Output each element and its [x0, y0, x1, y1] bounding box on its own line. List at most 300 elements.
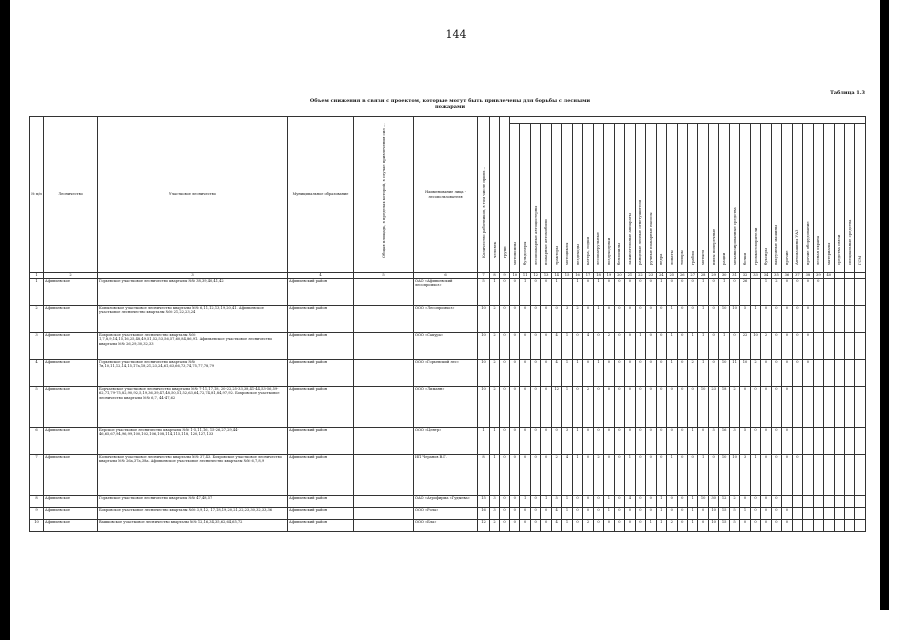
column-number: 17: [583, 273, 593, 279]
table-row: [30, 387, 866, 428]
column-number: 28: [698, 273, 708, 279]
column-number: 32: [740, 273, 750, 279]
row-value: 2: [750, 360, 760, 387]
row-value: 0: [635, 279, 645, 306]
row-lesnichestvo: Афипьевское: [44, 428, 98, 455]
row-value: 10: [719, 455, 729, 496]
column-number: 23: [646, 273, 656, 279]
row-value: 15: [478, 496, 490, 508]
row-value: 0: [677, 520, 687, 532]
row-value: 2: [729, 387, 739, 428]
row-num: 7: [30, 455, 44, 496]
row-org: ИП Черанов В.Г.: [414, 455, 478, 496]
row-value: 0: [520, 428, 530, 455]
column-number: 25: [667, 273, 677, 279]
row-value: 1: [593, 306, 603, 333]
row-value: 0: [530, 387, 540, 428]
row-value: [792, 520, 802, 532]
row-value: 0: [656, 428, 666, 455]
row-lesnichestvo: Афипьевское: [44, 455, 98, 496]
row-value: 1: [562, 360, 572, 387]
row-value: 5: [729, 508, 739, 520]
header-equipment-9: [593, 124, 603, 273]
row-value: 0: [771, 520, 781, 532]
row-value: 0: [646, 387, 656, 428]
row-value: 1: [687, 333, 697, 360]
column-number: 35: [771, 273, 781, 279]
row-value: 0: [510, 428, 520, 455]
row-value: 2: [551, 455, 561, 496]
row-value: 1: [656, 496, 666, 508]
row-value: [845, 496, 855, 508]
header-equipment-30: [813, 124, 823, 273]
row-mo: Афипьевский район: [288, 455, 354, 496]
row-value: [803, 520, 813, 532]
row-value: 0: [583, 306, 593, 333]
row-value: 0: [530, 496, 540, 508]
row-value: 1: [687, 496, 697, 508]
row-value: 0: [614, 306, 624, 333]
row-value: 0: [782, 306, 792, 333]
header-equipment-17: [677, 124, 687, 273]
row-value: 0: [541, 387, 551, 428]
header-equipment-31-text: материалы: [825, 242, 831, 265]
row-value: [855, 455, 866, 496]
row-value: 1: [520, 279, 530, 306]
row-obshaya: [354, 520, 414, 532]
row-value: 1: [698, 306, 708, 333]
row-value: 22: [740, 333, 750, 360]
row-value: 0: [635, 520, 645, 532]
row-value: 0: [646, 333, 656, 360]
row-value: 1: [656, 508, 666, 520]
row-value: [803, 508, 813, 520]
row-value: 0: [667, 496, 677, 508]
row-value: 0: [500, 279, 510, 306]
row-value: 1: [646, 520, 656, 532]
column-number: 27: [687, 273, 697, 279]
row-value: [803, 496, 813, 508]
header-equipment-23-text: бочки: [741, 252, 747, 265]
row-value: 1: [656, 520, 666, 532]
row-value: 0: [604, 455, 614, 496]
row-value: 3: [729, 428, 739, 455]
row-value: 12: [551, 387, 561, 428]
row-value: [834, 428, 844, 455]
row-value: 0: [510, 333, 520, 360]
row-value: [824, 455, 834, 496]
header-equipment-25-text: буксиры: [762, 247, 768, 265]
row-value: 3: [562, 306, 572, 333]
row-value: [845, 306, 855, 333]
row-value: [855, 428, 866, 455]
row-org: ОАО «Афипьевский лесопромхоз»: [414, 279, 478, 306]
row-value: 0: [500, 387, 510, 428]
header-equipment-33: [845, 124, 855, 273]
row-value: 0: [646, 306, 656, 333]
row-value: 0: [500, 306, 510, 333]
row-org: ООО «Центр»: [414, 428, 478, 455]
row-value: 2: [490, 306, 500, 333]
header-equipment-22-text: механизированные средства: [731, 206, 737, 265]
row-org: ООО «Лесопромхоз»: [414, 306, 478, 333]
row-obshaya: [354, 279, 414, 306]
column-number: 31: [729, 273, 739, 279]
row-value: 0: [792, 306, 802, 333]
row-value: [813, 455, 823, 496]
row-value: 10: [719, 306, 729, 333]
row-value: 4: [562, 455, 572, 496]
row-value: [855, 279, 866, 306]
row-value: 1: [656, 279, 666, 306]
row-value: [813, 508, 823, 520]
header-equipment-23: [740, 124, 750, 273]
row-value: 0: [625, 279, 635, 306]
header-equipment-32-text: средства связи: [836, 234, 842, 265]
row-value: 0: [500, 455, 510, 496]
column-number: 8: [490, 273, 500, 279]
row-value: 1: [478, 428, 490, 455]
row-num: 4: [30, 360, 44, 387]
row-value: 15: [719, 520, 729, 532]
row-value: 0: [761, 306, 771, 333]
column-number: 6: [414, 273, 478, 279]
row-value: 0: [750, 387, 760, 428]
row-obshaya: [354, 360, 414, 387]
row-value: 0: [771, 428, 781, 455]
row-value: 0: [572, 496, 582, 508]
row-value: [834, 279, 844, 306]
row-value: 0: [708, 333, 718, 360]
row-value: [855, 333, 866, 360]
row-value: 0: [510, 508, 520, 520]
header-kolvo-grupp: [500, 117, 510, 273]
scan-edge-right: [880, 0, 889, 610]
row-value: 0: [614, 333, 624, 360]
row-value: 2: [490, 387, 500, 428]
row-mo: Афипьевский район: [288, 496, 354, 508]
row-value: 1: [562, 387, 572, 428]
row-value: 0: [771, 508, 781, 520]
header-kolvo-text: Количество работников, в том числе привл…: [480, 166, 486, 258]
header-equipment-5-text: тракторы: [553, 245, 559, 265]
row-value: 1: [490, 279, 500, 306]
header-equipment-16-text: лопаты: [668, 249, 674, 265]
row-value: 1: [572, 455, 582, 496]
header-equipment-11: [614, 124, 624, 273]
row-value: 2: [593, 455, 603, 496]
row-value: 0: [771, 333, 781, 360]
header-equipment-3: [530, 124, 540, 273]
row-value: 0: [520, 455, 530, 496]
row-value: 0: [583, 360, 593, 387]
row-value: 0: [572, 387, 582, 428]
row-num: 1: [30, 279, 44, 306]
row-value: 12: [478, 520, 490, 532]
row-value: 10: [708, 508, 718, 520]
header-equipment-21: [719, 124, 729, 273]
row-value: 2: [667, 520, 677, 532]
row-value: 0: [520, 520, 530, 532]
row-value: 0: [782, 520, 792, 532]
row-value: 4: [551, 508, 561, 520]
row-value: [824, 428, 834, 455]
table-row: [30, 360, 866, 387]
row-value: 0: [708, 306, 718, 333]
row-value: 10: [750, 333, 760, 360]
row-value: 0: [604, 306, 614, 333]
row-value: 0: [500, 496, 510, 508]
row-value: 1: [604, 508, 614, 520]
header-equipment-2-text: бульдозеры: [522, 241, 527, 265]
column-number: 15: [562, 273, 572, 279]
row-value: [824, 496, 834, 508]
row-value: 2: [572, 306, 582, 333]
row-value: [782, 496, 792, 508]
row-value: 0: [520, 306, 530, 333]
row-value: 0: [656, 306, 666, 333]
header-equipment-4: [541, 124, 551, 273]
row-value: 8: [478, 455, 490, 496]
row-value: 0: [740, 387, 750, 428]
header-equipment-10: [604, 124, 614, 273]
row-value: 1: [761, 279, 771, 306]
row-value: 0: [541, 428, 551, 455]
row-value: 0: [635, 360, 645, 387]
row-value: 0: [500, 520, 510, 532]
row-value: 1: [490, 428, 500, 455]
row-value: 0: [625, 333, 635, 360]
header-equipment-5: [551, 124, 561, 273]
row-value: 10: [729, 306, 739, 333]
column-number: 13: [541, 273, 551, 279]
row-value: 0: [646, 360, 656, 387]
header-equipment-34: [855, 124, 866, 273]
row-value: 0: [667, 428, 677, 455]
column-number: 33: [750, 273, 760, 279]
row-value: 0: [510, 520, 520, 532]
header-equipment-19: [698, 124, 708, 273]
row-num: 5: [30, 387, 44, 428]
row-value: 0: [530, 279, 540, 306]
column-number: 39: [813, 273, 823, 279]
header-uchastok: Участковое лесничество: [98, 117, 288, 273]
row-value: [834, 496, 844, 508]
table-row: [30, 333, 866, 360]
row-value: 0: [656, 360, 666, 387]
row-value: 0: [698, 508, 708, 520]
row-value: 0: [656, 387, 666, 428]
column-number: 30: [719, 273, 729, 279]
row-uchastok: Копыловское участковое лесничество кварталы №№ 6,11,12,13,19,20,41. Афипьевское участковое лесничество кварталы №№ 21,22,23,24: [98, 306, 288, 333]
row-value: 1: [562, 333, 572, 360]
row-value: 10: [719, 360, 729, 387]
row-value: 0: [698, 520, 708, 532]
row-lesnichestvo: Афипьевское: [44, 508, 98, 520]
row-value: [834, 306, 844, 333]
column-number: 20: [614, 273, 624, 279]
row-value: 0: [813, 279, 823, 306]
row-value: 5: [740, 306, 750, 333]
row-value: 0: [635, 508, 645, 520]
row-value: 0: [803, 333, 813, 360]
row-value: 0: [750, 428, 760, 455]
header-equipment-27-text: прочие: [783, 250, 789, 265]
header-equipment-15: [656, 124, 666, 273]
row-value: 1: [572, 360, 582, 387]
row-value: 0: [593, 520, 603, 532]
row-value: 0: [792, 279, 802, 306]
row-value: 0: [635, 496, 645, 508]
row-value: 0: [677, 496, 687, 508]
column-number: 18: [593, 273, 603, 279]
row-value: 0: [646, 496, 656, 508]
row-value: 0: [750, 496, 760, 508]
header-equipment-31: [824, 124, 834, 273]
row-value: [813, 496, 823, 508]
row-value: 0: [625, 520, 635, 532]
row-mo: Афипьевский район: [288, 333, 354, 360]
row-org: ООО «Сакура»: [414, 333, 478, 360]
row-value: 0: [761, 455, 771, 496]
row-value: 0: [593, 428, 603, 455]
row-value: 0: [541, 508, 551, 520]
row-value: 0: [677, 455, 687, 496]
column-number: 19: [604, 273, 614, 279]
row-value: [855, 496, 866, 508]
row-value: 1: [687, 428, 697, 455]
row-org: ООО «Рола»: [414, 508, 478, 520]
row-value: 0: [583, 455, 593, 496]
column-number: 14: [551, 273, 561, 279]
row-value: 0: [625, 387, 635, 428]
column-number: 21: [625, 273, 635, 279]
row-value: 0: [646, 428, 656, 455]
row-value: 1: [593, 360, 603, 387]
row-value: 0: [541, 455, 551, 496]
header-equipment-29-text: прочие оборудование: [804, 220, 810, 265]
row-value: 0: [614, 496, 624, 508]
row-value: 0: [625, 306, 635, 333]
row-value: 1: [667, 360, 677, 387]
header-equipment-13-text: ранцевые лесные огнетушители: [637, 199, 643, 265]
header-equipment-7-text: вездеходы: [574, 243, 580, 265]
row-value: 1: [750, 455, 760, 496]
row-value: 0: [604, 428, 614, 455]
row-value: 18: [719, 387, 729, 428]
forest-fire-resources-table: [29, 116, 866, 532]
row-value: 0: [740, 496, 750, 508]
row-value: [803, 455, 813, 496]
row-obshaya: [354, 428, 414, 455]
page-number: 144: [445, 28, 467, 41]
row-num: 8: [30, 496, 44, 508]
row-value: 0: [500, 333, 510, 360]
row-value: 0: [708, 455, 718, 496]
row-value: 0: [572, 333, 582, 360]
row-value: 0: [677, 333, 687, 360]
row-uchastok: Колычевское участковое лесничество кварталы №№ 37,43. Бохровское участковое лесничество кварталы №№ 26а,37а,38а. Афипьевское участковое лесничество кварталы №№ 6,7,8,9: [98, 455, 288, 496]
row-value: [845, 520, 855, 532]
header-equipment-28: [792, 124, 802, 273]
row-value: 0: [803, 279, 813, 306]
header-obshaya-text: Общая площадь, в пределах которой, в случае привлечения сил …: [380, 122, 386, 258]
row-value: 0: [510, 455, 520, 496]
row-obshaya: [354, 387, 414, 428]
row-value: 0: [551, 428, 561, 455]
row-value: [845, 333, 855, 360]
row-value: 0: [583, 428, 593, 455]
header-equipment-3-text: лесопожарные автоцистерны: [532, 205, 538, 265]
row-value: 0: [510, 496, 520, 508]
row-mo: Афипьевский район: [288, 306, 354, 333]
header-equipment-26: [771, 124, 781, 273]
row-uchastok: Бохровское участковое лесничество кварталы №№ 3,9,12, 17,18,19,20,21,22,23,30,32,33,36: [98, 508, 288, 520]
header-equipment-20-text: пилы поперечные: [710, 228, 716, 265]
column-number: 5: [354, 273, 414, 279]
header-equipment-18-text: грабли: [689, 250, 695, 265]
row-value: [813, 306, 823, 333]
row-value: [813, 333, 823, 360]
row-value: 1: [520, 496, 530, 508]
row-value: [834, 455, 844, 496]
row-value: 0: [667, 508, 677, 520]
table-row: [30, 306, 866, 333]
row-value: 2: [761, 333, 771, 360]
header-equipment-33-text: специальные средства: [846, 219, 852, 265]
row-value: 2: [583, 520, 593, 532]
row-value: 0: [646, 508, 656, 520]
row-value: [824, 279, 834, 306]
header-num: № п/п: [30, 117, 44, 273]
row-value: 0: [771, 496, 781, 508]
row-obshaya: [354, 508, 414, 520]
row-value: 5: [708, 428, 718, 455]
header-equipment-29: [803, 124, 813, 273]
row-value: [824, 508, 834, 520]
header-mo: Муниципальное образование: [288, 117, 354, 273]
row-value: 0: [614, 387, 624, 428]
row-value: 0: [541, 333, 551, 360]
row-value: [845, 387, 855, 428]
row-value: 2: [583, 387, 593, 428]
row-value: 1: [698, 455, 708, 496]
row-value: 0: [635, 387, 645, 428]
header-equipment-25: [761, 124, 771, 273]
row-value: 1: [541, 496, 551, 508]
row-value: 0: [614, 455, 624, 496]
row-value: 0: [614, 520, 624, 532]
row-value: [792, 508, 802, 520]
header-equipment-6-text: мотоциклы: [563, 242, 569, 265]
row-value: [845, 279, 855, 306]
row-value: 1: [719, 279, 729, 306]
row-value: 2: [604, 333, 614, 360]
column-number: 37: [792, 273, 802, 279]
header-equipment-14-text: ручные пожарные насосы: [647, 212, 653, 265]
row-value: 4: [625, 496, 635, 508]
row-value: 0: [687, 306, 697, 333]
row-value: 16: [478, 508, 490, 520]
row-value: [813, 360, 823, 387]
row-value: 0: [583, 508, 593, 520]
row-value: 0: [604, 360, 614, 387]
row-value: [855, 387, 866, 428]
row-uchastok: Горьевское участковое лесничество кварталы №№ 7в,10,11,12,14,15,17а,18,21,23,24,61,63,66,73,74,75,77,78,79: [98, 360, 288, 387]
row-value: 0: [771, 455, 781, 496]
row-value: 0: [625, 360, 635, 387]
row-value: 0: [782, 455, 792, 496]
